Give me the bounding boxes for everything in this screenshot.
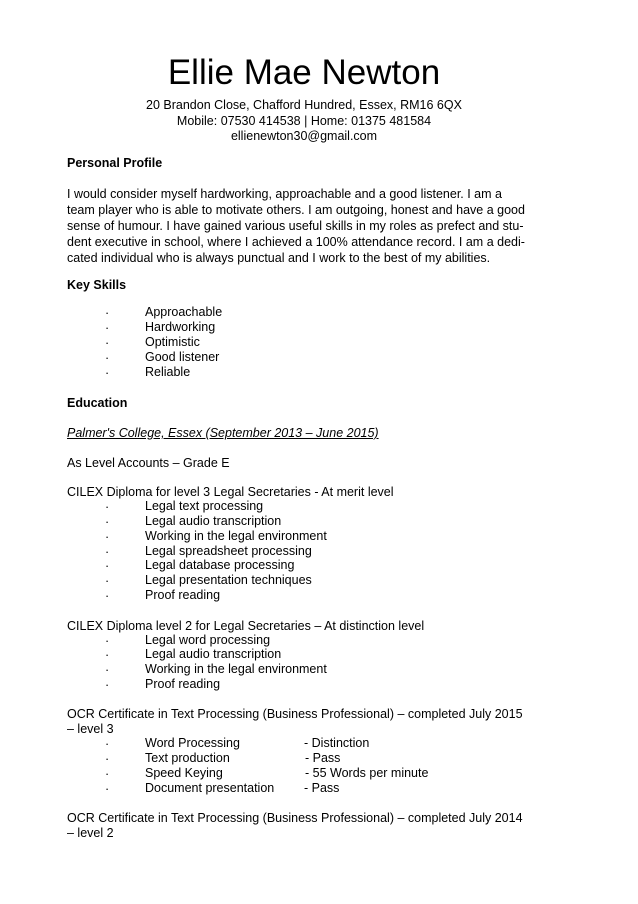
ocr-subject: Text production: [145, 751, 230, 765]
profile-line: cated individual who is always punctual and I work to the best of my abilities.: [67, 251, 491, 265]
bullet: ·: [105, 515, 110, 529]
bullet: ·: [105, 336, 110, 350]
module-item: Legal audio transcription: [145, 647, 282, 661]
as-level-entry: As Level Accounts – Grade E: [67, 456, 230, 470]
education-heading: Education: [67, 396, 128, 410]
bullet: ·: [105, 678, 110, 692]
profile-line: dent executive in school, where I achieved a 100% attendance record. I am a dedi-: [67, 235, 525, 249]
bullet: ·: [105, 767, 110, 781]
bullet: ·: [105, 351, 110, 365]
phone-numbers: Mobile: 07530 414538 | Home: 01375 481584: [176, 114, 432, 128]
address: 20 Brandon Close, Chafford Hundred, Essex, RM16 6QX: [146, 98, 462, 112]
skill-item: Approachable: [145, 305, 223, 319]
skill-item: Reliable: [145, 365, 191, 379]
profile-line: I would consider myself hardworking, approachable and a good listener. I am a: [67, 187, 502, 201]
college-title: Palmer's College, Essex (September 2013 – June 2015): [67, 426, 379, 440]
module-item: Working in the legal environment: [145, 662, 327, 676]
module-item: Legal database processing: [145, 558, 295, 572]
module-item: Legal text processing: [145, 499, 264, 513]
module-item: Legal word processing: [145, 633, 271, 647]
bullet: ·: [105, 589, 110, 603]
bullet: ·: [105, 782, 110, 796]
bullet: ·: [105, 500, 110, 514]
bullet: ·: [105, 648, 110, 662]
bullet: ·: [105, 634, 110, 648]
skill-item: Hardworking: [145, 320, 216, 334]
ocr-level3-title: OCR Certificate in Text Processing (Business Professional) – completed July 2015: [67, 707, 523, 721]
profile-line: team player who is able to motivate others. I am outgoing, honest and have a good: [67, 203, 525, 217]
cilex-level2-title: CILEX Diploma level 2 for Legal Secretaries – At distinction level: [67, 619, 425, 633]
module-item: Proof reading: [145, 677, 221, 691]
bullet: ·: [105, 306, 110, 320]
bullet: ·: [105, 321, 110, 335]
ocr-level2-title: OCR Certificate in Text Processing (Business Professional) – completed July 2014: [67, 811, 523, 825]
bullet: ·: [105, 663, 110, 677]
bullet: ·: [105, 752, 110, 766]
module-item: Legal presentation techniques: [145, 573, 312, 587]
ocr-grade: - Pass: [305, 751, 341, 765]
ocr-grade: - 55 Words per minute: [305, 766, 429, 780]
cilex-level3-title: CILEX Diploma for level 3 Legal Secretaries - At merit level: [67, 485, 394, 499]
skill-item: Good listener: [145, 350, 220, 364]
profile-paragraph: [67, 186, 541, 266]
module-item: Legal audio transcription: [145, 514, 282, 528]
ocr-grade: - Distinction: [304, 736, 370, 750]
ocr-level3-title-cont: – level 3: [67, 722, 114, 736]
candidate-name: Ellie Mae Newton: [167, 53, 441, 92]
ocr-subject: Document presentation: [145, 781, 275, 795]
ocr-grade: - Pass: [304, 781, 340, 795]
key-skills-heading: Key Skills: [67, 278, 127, 292]
bullet: ·: [105, 559, 110, 573]
ocr-subject: Word Processing: [145, 736, 240, 750]
email: ellienewton30@gmail.com: [230, 129, 378, 143]
bullet: ·: [105, 366, 110, 380]
skill-item: Optimistic: [145, 335, 200, 349]
module-item: Proof reading: [145, 588, 221, 602]
bullet: ·: [105, 545, 110, 559]
ocr-level2-title-cont: – level 2: [67, 826, 114, 840]
bullet: ·: [105, 574, 110, 588]
bullet: ·: [105, 530, 110, 544]
personal-profile-heading: Personal Profile: [67, 156, 163, 170]
ocr-subject: Speed Keying: [145, 766, 223, 780]
module-item: Legal spreadsheet processing: [145, 544, 312, 558]
module-item: Working in the legal environment: [145, 529, 327, 543]
bullet: ·: [105, 737, 110, 751]
profile-line: sense of humour. I have gained various useful skills in my roles as prefect and stu-: [67, 219, 524, 233]
